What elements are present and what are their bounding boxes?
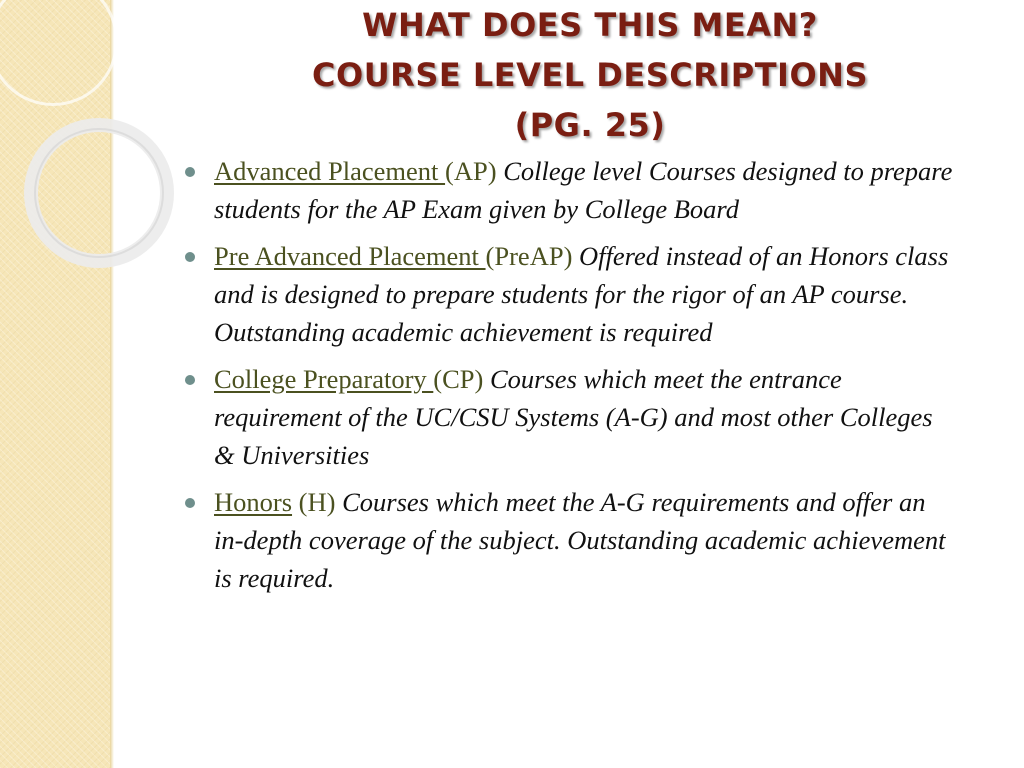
course-description: Courses which meet the A-G requirements and offer an in-depth coverage of the subject. Outstanding academic achievement is required.: [214, 487, 946, 593]
title-line-1: WHAT DOES THIS MEAN?: [362, 6, 818, 44]
course-description: College level Courses designed to prepare students for the AP Exam given by College Board: [214, 156, 953, 224]
course-term: Honors: [214, 487, 293, 517]
decorative-ring-inner: [34, 128, 164, 258]
course-abbreviation: (AP): [445, 156, 497, 186]
course-level-list: [185, 152, 955, 606]
bullet-advanced-placement: [185, 152, 955, 228]
bullet-dot-icon: [185, 167, 195, 177]
course-description: Offered instead of an Honors class and is designed to prepare students for the rigor of an AP course. Outstanding academic achievement is required: [214, 241, 949, 347]
course-abbreviation: (H): [292, 487, 336, 517]
course-abbreviation: (CP): [433, 364, 484, 394]
bullet-dot-icon: [185, 498, 195, 508]
title-line-3: (PG. 25): [514, 106, 666, 144]
title-line-2: COURSE LEVEL DESCRIPTIONS: [312, 56, 868, 94]
side-panel-edge: [110, 0, 114, 768]
decorative-side-panel: [0, 0, 110, 768]
slide-title: [230, 0, 950, 150]
course-term: College Preparatory: [214, 364, 434, 394]
bullet-college-preparatory: [185, 360, 955, 474]
bullet-honors: [185, 483, 955, 597]
course-term: Pre Advanced Placement: [214, 241, 486, 271]
bullet-dot-icon: [185, 375, 195, 385]
course-description: Courses which meet the entrance requirement of the UC/CSU Systems (A-G) and most other Colleges & Universities: [214, 364, 933, 470]
course-abbreviation: (PreAP): [485, 241, 573, 271]
course-term: Advanced Placement: [214, 156, 446, 186]
bullet-pre-advanced-placement: [185, 237, 955, 351]
bullet-dot-icon: [185, 252, 195, 262]
